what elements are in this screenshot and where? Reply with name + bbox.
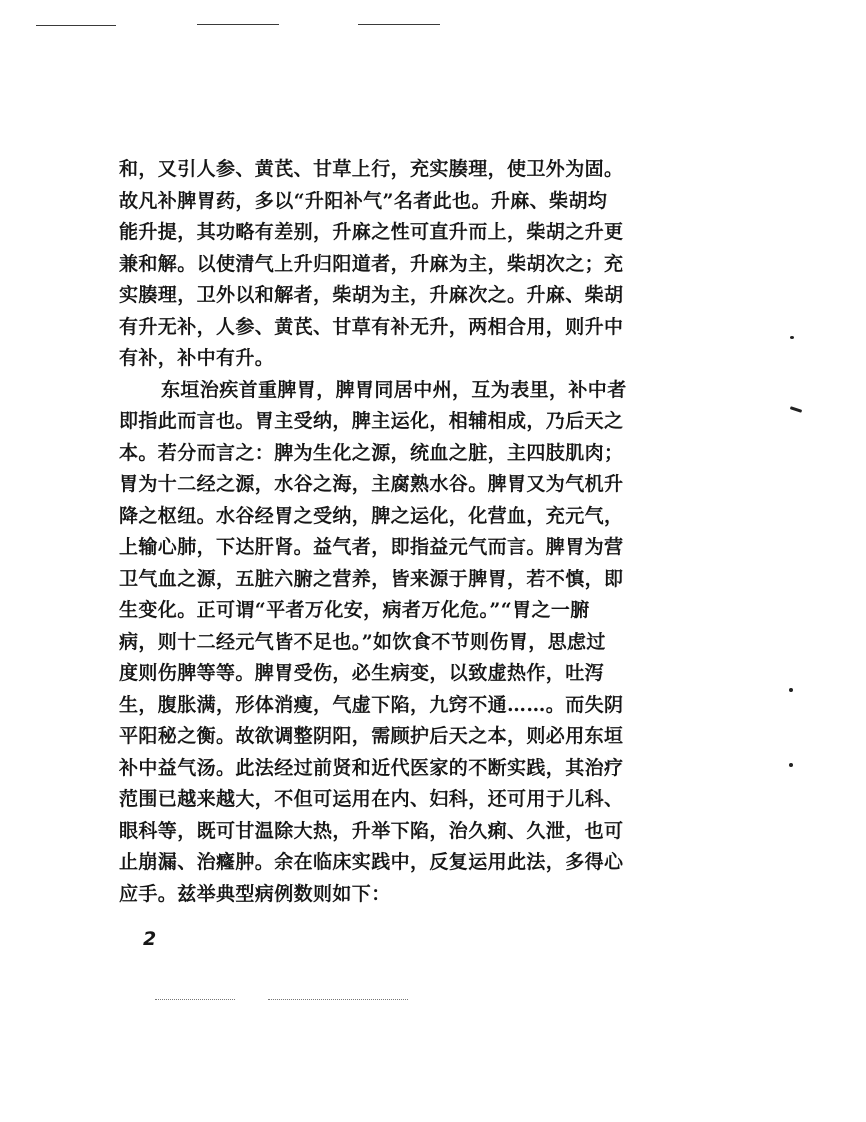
text-line: 止崩漏、治癃肿。余在临床实践中，反复运用此法，多得心 [119,851,624,873]
scan-speck [790,406,802,413]
text-line: 度则伤脾等等。脾胃受伤，必生病变，以致虚热作，吐泻 [119,662,605,684]
text-line: 本。若分而言之：脾为生化之源，统血之脏，主四肢肌肉； [119,441,624,464]
text-line: 眼科等，既可甘温除大热，升举下陷，治久痢、久泄，也可 [119,819,624,842]
text-line: 兼和解。以使清气上升归阳道者，升麻为主，柴胡次之；充 [119,252,624,275]
footer-scan-dots [268,999,408,1001]
header-rule-left [36,25,116,26]
text-line: 卫气血之源，五脏六腑之营养，皆来源于脾胃，若不慎，即 [119,567,624,590]
scan-speck [789,763,793,767]
page-number: 2 [143,928,157,950]
text-line: 生变化。正可谓“平者万化安，病者万化危。”“胃之一腑 [119,599,590,621]
text-line: 平阳秘之衡。故欲调整阴阳，需顾护后天之本，则必用东垣 [119,725,624,747]
text-line: 能升提，其功略有差别，升麻之性可直升而上，柴胡之升更 [119,221,624,243]
paragraph-1 [119,154,695,375]
text-line: 实腠理，卫外以和解者，柴胡为主，升麻次之。升麻、柴胡 [119,284,624,306]
text-line: 降之枢纽。水谷经胃之受纳，脾之运化，化营血，充元气， [119,504,624,527]
text-line: 有升无补，人参、黄芪、甘草有补无升，两相合用，则升中 [119,315,624,338]
text-line: 东垣治疾首重脾胃，脾胃同居中州，互为表里，补中者 [161,378,627,401]
footer-scan-dots [155,999,235,1001]
text-line: 有补，补中有升。 [119,347,275,369]
text-line: 生，腹胀满，形体消瘦，气虚下陷，九窍不通……。而失阴 [119,693,624,716]
text-line: 病，则十二经元气皆不足也。”如饮食不节则伤胃，思虑过 [119,630,606,653]
text-line: 上输心肺，下达肝肾。益气者，即指益元气而言。脾胃为营 [119,536,624,558]
scan-speck [789,688,793,692]
scan-speck [790,336,794,339]
text-line: 范围已越来越大，不但可运用在内、妇科，还可用于儿科、 [119,788,624,810]
text-line: 胃为十二经之源，水谷之海，主腐熟水谷。脾胃又为气机升 [119,473,624,495]
header-rule-right [358,24,440,25]
header-rule-middle [197,24,279,25]
text-line: 故凡补脾胃药，多以“升阳补气”名者此也。升麻、柴胡均 [119,189,608,212]
text-line: 即指此而言也。胃主受纳，脾主运化，相辅相成，乃后天之 [119,410,624,432]
paragraph-2 [119,375,695,911]
text-line: 和，又引人参、黄芪、甘草上行，充实腠理，使卫外为固。 [119,158,624,180]
text-line: 应手。兹举典型病例数则如下： [119,882,391,905]
text-line: 补中益气汤。此法经过前贤和近代医家的不断实践，其治疗 [119,756,624,779]
body-text [119,154,695,910]
